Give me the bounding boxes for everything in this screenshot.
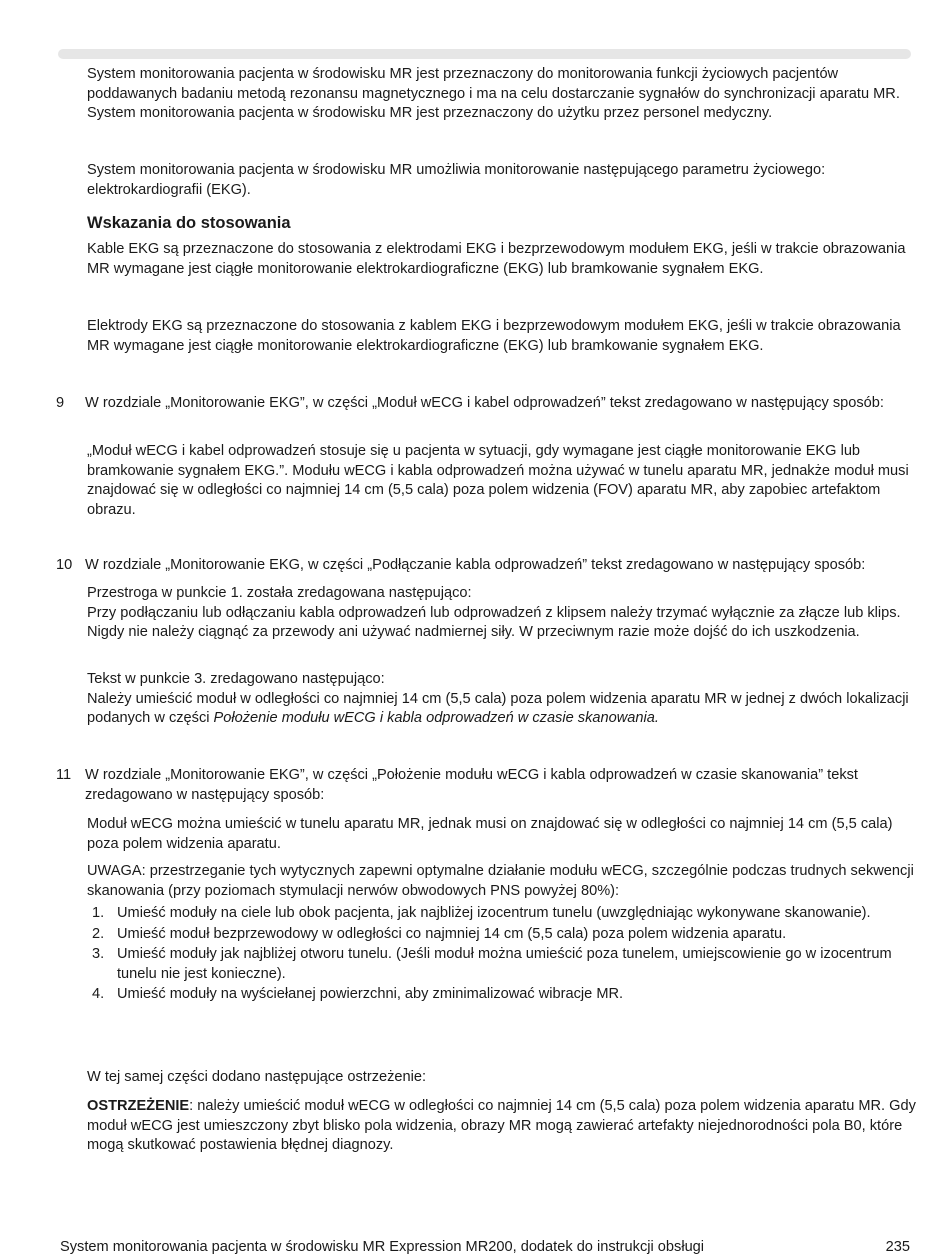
page-number: 235 (885, 1239, 910, 1255)
point3-reference: Położenie modułu wECG i kabla odprowadzeń w czasie skanowania. (213, 710, 659, 726)
item-11-text: W rozdziale „Monitorowanie EKG”, w części „Położenie modułu wECG i kabla odprowadzeń w czasie skanowania” tekst zredagowano w następujący sposób: (85, 767, 858, 803)
item-number-9: 9 (56, 395, 65, 411)
intro-paragraph-1: System monitorowania pacjenta w środowisku MR jest przeznaczony do monitorowania funkcji życiowych pacjentów poddawanych badaniu metodą rezonansu magnetycznego i ma na celu dostarczanie sygnałów do synchronizacji aparatu MR. System monitorowania pacjenta w środowisku MR jest przeznaczony do użytku przez personel medyczny. (87, 66, 900, 121)
point3-text: Należy umieścić moduł w odległości co najmniej 14 cm (5,5 cala) poza polem widzenia aparatu MR w jednej z dwóch lokalizacji podanych w części (87, 690, 909, 726)
page-footer (60, 1238, 910, 1258)
item-10-text: W rozdziale „Monitorowanie EKG, w części „Podłączanie kabla odprowadzeń” tekst zredagowano w następujący sposób: (85, 557, 866, 573)
section-heading: Wskazania do stosowania (87, 214, 291, 232)
intro-paragraph-2: System monitorowania pacjenta w środowisku MR umożliwia monitorowanie następującego parametru życiowego: elektrokardiografii (EKG). (87, 162, 826, 198)
item-10-point3 (87, 670, 917, 729)
warning-text: : należy umieścić moduł wECG w odległości co najmniej 14 cm (5,5 cala) poza polem widzenia aparatu MR. Gdy moduł wECG jest umieszczony zbyt blisko pola widzenia, obrazy MR mogą zawierać artefakty niejednorodności pola B0, które mogą skutkować postawienia błędnej diagnozy. (87, 1098, 916, 1153)
caution-text: Przy podłączaniu lub odłączaniu kabla odprowadzeń lub odprowadzeń z klipsem należy trzymać wyłącznie za złącze lub klips. Nigdy nie należy ciągnąć za przewody ani używać nadmiernej siły. W przeciwnym razie może dojść do ich uszkodzenia. (87, 604, 901, 640)
caution-intro: Przestroga w punkcie 1. została zredagowana następująco: (87, 585, 472, 601)
item-10-caution (87, 584, 917, 643)
intro-paragraph-4: Elektrody EKG są przeznaczone do stosowania z kablem EKG i bezprzewodowym modułem EKG, jeśli w trakcie obrazowania MR wymagane jest ciągłe monitorowanie elektrokardiograficzne (EKG) lub bramkowanie sygnałem EKG. (87, 318, 901, 354)
warning-label: OSTRZEŻENIE (87, 1098, 190, 1114)
item-11-note: UWAGA: przestrzeganie tych wytycznych zapewni optymalne działanie modułu wECG, szczególnie podczas trudnych sekwencji skanowania (przy poziomach stymulacji nerwów obwodowych PNS powyżej 80%): (87, 863, 914, 899)
intro-paragraph-3: Kable EKG są przeznaczone do stosowania z elektrodami EKG i bezprzewodowym modułem EKG, jeśli w trakcie obrazowania MR wymagane jest ciągłe monitorowanie elektrokardiograficzne (EKG) lub bramkowanie sygnałem EKG. (87, 241, 906, 277)
item-number-11: 11 (56, 767, 72, 783)
item-9-text: W rozdziale „Monitorowanie EKG”, w części „Moduł wECG i kabel odprowadzeń” tekst zredagowano w następujący sposób: (85, 395, 884, 411)
list-item: 3. Umieść moduły jak najbliżej otworu tunelu. (Jeśli moduł można umieścić poza tunelem, umiejscowienie go w izocentrum tunelu nie jest konieczne). (92, 946, 892, 982)
item-11-added: W tej samej części dodano następujące ostrzeżenie: (87, 1069, 427, 1085)
item-9-quote: „Moduł wECG i kabel odprowadzeń stosuje się u pacjenta w sytuacji, gdy wymagane jest ciągłe monitorowanie EKG lub bramkowanie sygnałem EKG.”. Modułu wECG i kabla odprowadzeń można używać w tunelu aparatu MR, jednakże moduł musi znajdować się w odległości co najmniej 14 cm (5,5 cala) poza polem widzenia (FOV) aparatu MR, aby zapobiec artefaktom obrazu. (87, 443, 909, 518)
point3-body (87, 690, 917, 729)
item-number-10: 10 (56, 557, 73, 573)
warning-block (87, 1097, 917, 1156)
footer-title: System monitorowania pacjenta w środowisku MR Expression MR200, dodatek do instrukcji obsługi (60, 1239, 705, 1255)
header-bar (58, 49, 911, 59)
item-11-paragraph: Moduł wECG można umieścić w tunelu aparatu MR, jednak musi on znajdować się w odległości co najmniej 14 cm (5,5 cala) poza polem widzenia aparatu. (87, 816, 893, 852)
placement-steps-list (87, 904, 907, 1006)
list-item: 4. Umieść moduły na wyściełanej powierzchni, aby zminimalizować wibracje MR. (92, 986, 624, 1002)
list-item: 1. Umieść moduły na ciele lub obok pacjenta, jak najbliżej izocentrum tunelu (uwzględniając wykonywane skanowanie). (92, 905, 871, 921)
point3-intro: Tekst w punkcie 3. zredagowano następująco: (87, 671, 385, 687)
list-item: 2. Umieść moduł bezprzewodowy w odległości co najmniej 14 cm (5,5 cala) poza polem widzenia aparatu. (92, 925, 787, 942)
